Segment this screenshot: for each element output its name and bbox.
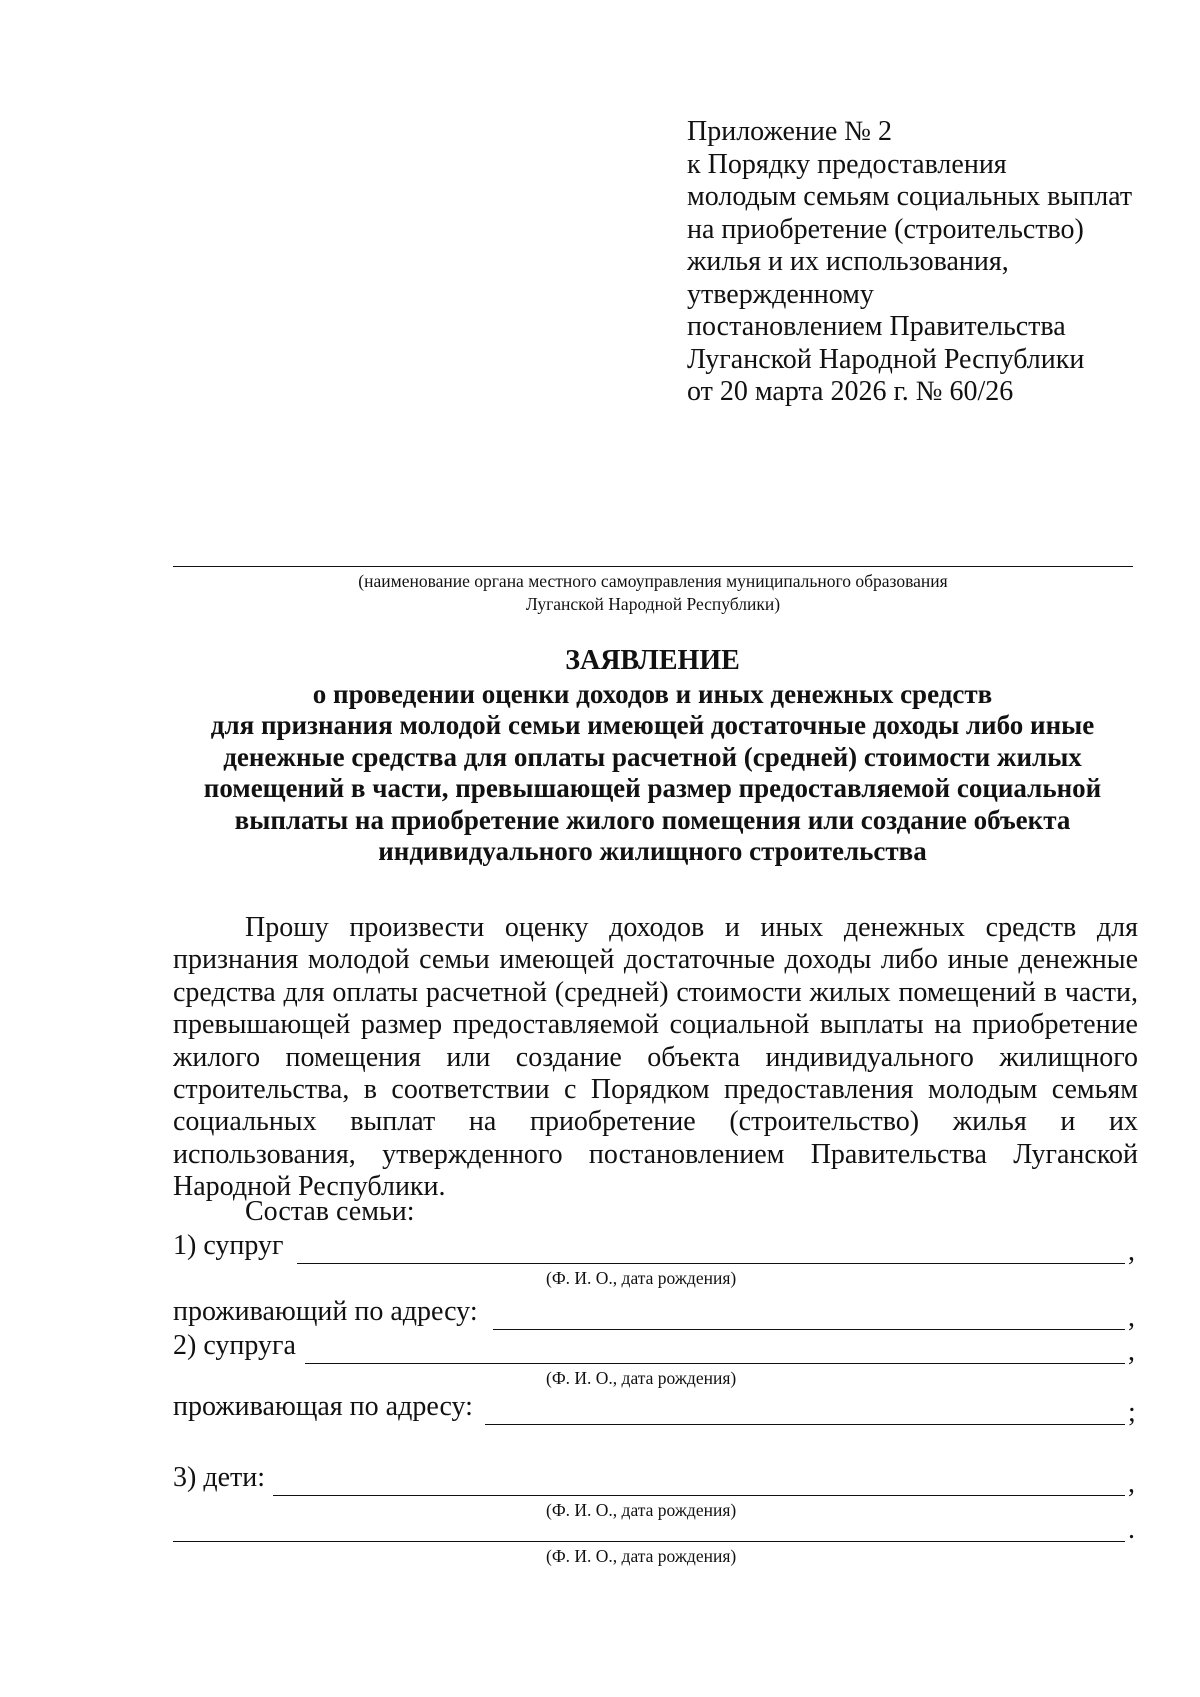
title-heading: ЗАЯВЛЕНИЕ [565, 645, 740, 676]
document-title [140, 645, 1165, 868]
children-field-2-end: . [1128, 1514, 1135, 1545]
wife-address-end: ; [1128, 1397, 1136, 1428]
title-line: о проведении оценки доходов и иных денежных средств [312, 678, 993, 709]
appendix-line: Приложение № 2 [687, 116, 892, 147]
children-field-1-end: , [1128, 1468, 1135, 1499]
title-line: индивидуального жилищного строительства [378, 836, 927, 866]
family-composition-label: Состав семьи: [245, 1196, 415, 1227]
appendix-line: молодым семьям социальных выплат [687, 181, 1133, 212]
children-field-1[interactable] [273, 1495, 1125, 1496]
title-line: выплаты на приобретение жилого помещения или создание объекта [234, 804, 1071, 835]
request-paragraph: Прошу произвести оценку доходов и иных денежных средств для признания молодой семьи имеющей достаточные доходы либо иные денежные средства для оплаты расчетной (средней) стоимости жилых помещений в части, превышающей размер предоставляемой социальной выплаты на приобретение жилого помещения или создание объекта индивидуального жилищного строительства, в соответствии с Порядком предоставления молодым семьям социальных выплат на приобретение (строительство) жилья и их использования, утвержденного постановлением Правительства Луганской Народной Республики. [173, 912, 1138, 1203]
title-line: помещений в части, превышающей размер предоставляемой социальной [203, 773, 1102, 803]
appendix-line: Луганской Народной Республики [687, 343, 1085, 375]
children-label: 3) дети: [173, 1462, 265, 1493]
appendix-line: к Порядку предоставления [687, 148, 1007, 180]
wife-address-field[interactable] [485, 1424, 1125, 1425]
appendix-line: постановлением Правительства [687, 311, 1066, 342]
husband-address-label: проживающий по адресу: [173, 1296, 478, 1327]
husband-address-end: , [1128, 1302, 1135, 1333]
appendix-header [687, 116, 1157, 409]
husband-field-end: , [1128, 1236, 1135, 1267]
wife-fio-caption: (Ф. И. О., дата рождения) [546, 1368, 737, 1388]
appendix-line: жилья и их использования, [687, 246, 1009, 277]
appendix-line: от 20 марта 2026 г. № 60/26 [687, 376, 1014, 407]
husband-fio-caption: (Ф. И. О., дата рождения) [546, 1268, 737, 1288]
husband-label: 1) супруг [173, 1230, 284, 1261]
husband-address-field[interactable] [493, 1329, 1125, 1330]
org-name-field-line[interactable] [173, 566, 1133, 567]
husband-name-field[interactable] [297, 1263, 1125, 1264]
wife-field-end: , [1128, 1336, 1135, 1367]
appendix-line: утвержденному [687, 278, 874, 310]
title-line: денежные средства для оплаты расчетной (средней) стоимости жилых [223, 741, 1082, 772]
org-name-caption: (наименование органа местного самоуправления муниципального образования Луганской Народной Республики) [358, 571, 948, 614]
wife-label: 2) супруга [173, 1330, 296, 1361]
wife-name-field[interactable] [305, 1363, 1125, 1364]
children-fio-caption-2: (Ф. И. О., дата рождения) [546, 1546, 737, 1566]
title-line: для признания молодой семьи имеющей достаточные доходы либо иные [210, 710, 1095, 740]
wife-address-label: проживающая по адресу: [173, 1391, 473, 1422]
children-field-2[interactable] [173, 1541, 1125, 1542]
appendix-line: на приобретение (строительство) [687, 213, 1084, 245]
children-fio-caption-1: (Ф. И. О., дата рождения) [546, 1500, 737, 1520]
